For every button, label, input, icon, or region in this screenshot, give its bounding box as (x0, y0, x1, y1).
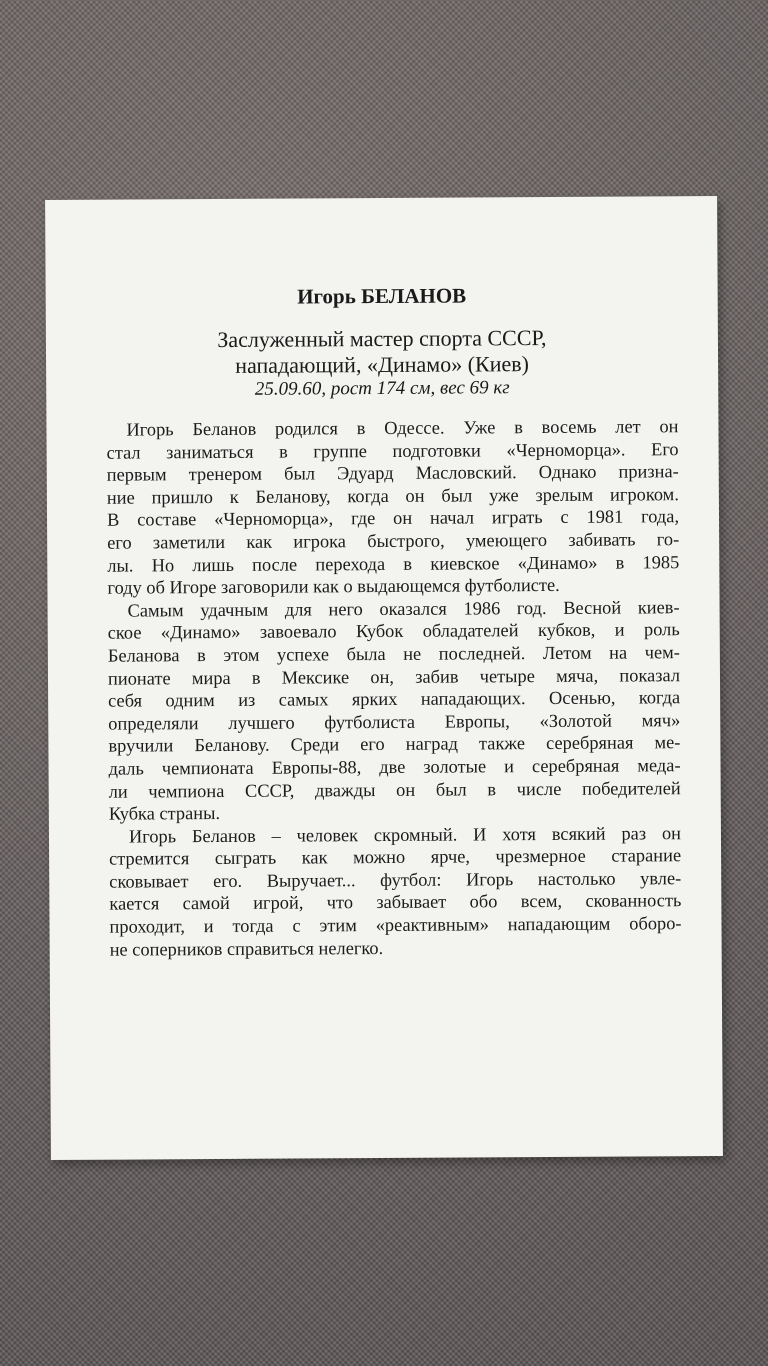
player-name: Игорь БЕЛАНОВ (297, 283, 467, 309)
text-line: себя одним из самых ярких нападающих. Осенью, когда (108, 687, 681, 711)
biography-text (106, 415, 681, 961)
text-line: пионате мира в Мексике он, забив четыре мяча, показал (107, 664, 681, 689)
text-line: Беланова в этом успехе была не последней. Летом на чем- (107, 642, 680, 666)
text-line: вручили Беланову. Среди его наград также серебряная ме- (108, 732, 681, 756)
text-line: ние пришло к Беланову, когда он был уже зрелым игроком. (106, 483, 679, 508)
text-line: сковывает его. Выручает... футбол: Игорь настолько увле- (109, 868, 682, 892)
text-line: ское «Динамо» завоевало Кубок обладателей кубков, и роль (107, 619, 680, 644)
text-line: не соперников справиться нелегко. (109, 937, 384, 960)
text-line: лы. Но лишь после перехода в киевское «Динамо» в 1985 (107, 551, 680, 576)
text-line: даль чемпионата Европы-88, две золотые и серебряная меда- (108, 755, 681, 779)
text-line: первым тренером был Эдуард Масловский. Однако призна- (106, 461, 679, 485)
text-line: стремится сыграть как можно ярче, чрезмерное старание (109, 845, 682, 869)
text-line: Игорь Беланов – человек скромный. И хотя всякий раз он (128, 822, 682, 847)
text-line: Кубка страны. (108, 803, 221, 824)
text-line: определяли лучшего футболиста Европы, «Золотой мяч» (108, 709, 681, 734)
text-line: ли чемпиона СССР, дважды он был в числе победителей (108, 777, 681, 802)
text-line: Игорь Беланов родился в Одессе. Уже в восемь лет он (126, 416, 679, 440)
text-line: проходит, и тогда с этим «реактивным» нападающим оборо- (109, 913, 682, 937)
text-line: его заметили как игрока быстрого, умеющего забивать го- (107, 529, 680, 553)
postcard (45, 196, 723, 1160)
text-line: году об Игоре заговорили как о выдающемся футболисте. (107, 575, 560, 598)
player-stats: 25.09.60, рост 174 см, вес 69 кг (254, 377, 510, 400)
text-line: кается самой игрой, что забывает обо всем, скованность (109, 890, 682, 915)
title-line-2: нападающий, «Динамо» (Киев) (235, 351, 529, 378)
text-line: В составе «Черноморца», где он начал играть с 1981 года, (106, 506, 680, 531)
text-line: стал заниматься в группе подготовки «Черноморца». Его (106, 438, 679, 463)
text-line: Самым удачным для него оказался 1986 год. Весной киев- (127, 596, 680, 621)
title-line-1: Заслуженный мастер спорта СССР, (217, 325, 547, 353)
